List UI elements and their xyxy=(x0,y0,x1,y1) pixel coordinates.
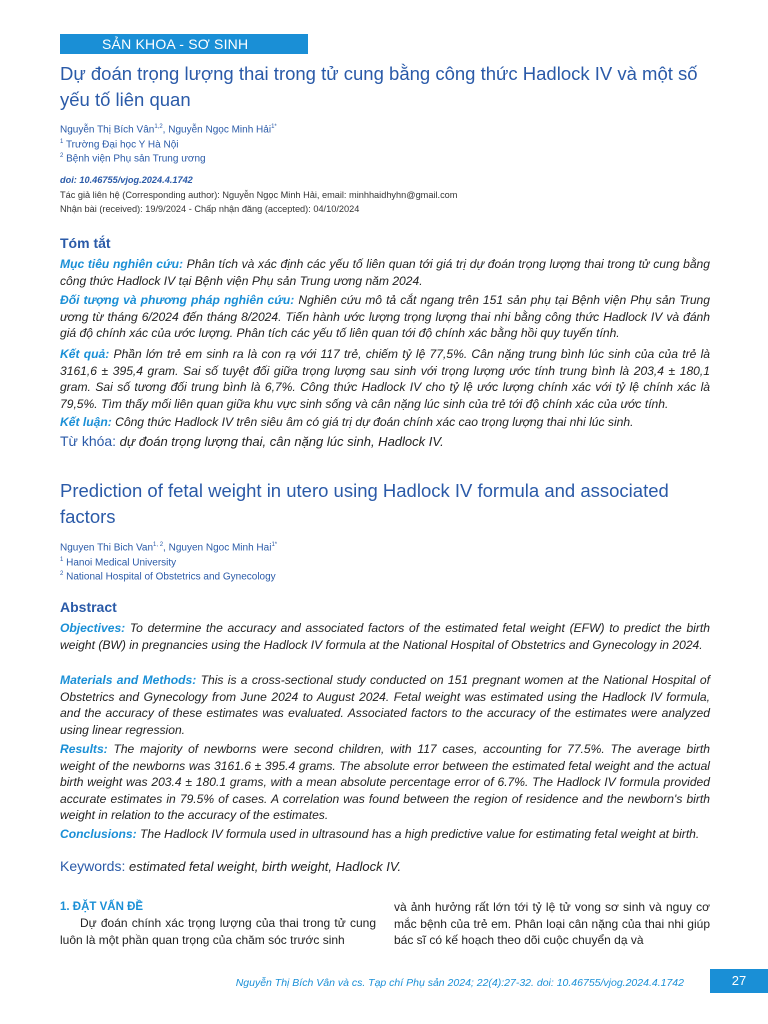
vi-author-sep: , xyxy=(162,124,169,136)
en-objectives xyxy=(60,620,710,653)
en-conclusions xyxy=(60,826,710,843)
corresponding-author: Tác giả liên hệ (Corresponding author): Nguyễn Ngọc Minh Hải, email: minhhaidhyhn@gmail.com xyxy=(60,190,458,200)
vi-keywords xyxy=(60,433,444,449)
vi-methods xyxy=(60,292,710,342)
en-results-label: Results: xyxy=(60,742,108,756)
vi-author-2: Nguyễn Ngọc Minh Hải xyxy=(168,124,272,136)
body-column-right: và ảnh hưởng rất lớn tới tỷ lệ tử vong sơ sinh và nguy cơ mắc bệnh của trẻ em. Phân loại cân nặng của thai nhi giúp bác sĩ có kế hoạch theo dõi cuộc chuyển dạ và xyxy=(394,900,710,947)
en-authors xyxy=(60,542,277,553)
en-affil-1-sup: 1 xyxy=(60,557,64,563)
vi-objectives-text: Phân tích và xác định các yếu tố liên quan tới giá trị dự đoán trọng lượng thai trong tử cung bằng công thức Hadlock IV tại Bệnh viện Phụ sản Trung ương năm 2024. xyxy=(60,257,710,288)
vi-affil-2-sup: 2 xyxy=(60,153,64,159)
en-methods xyxy=(60,672,710,738)
en-keywords xyxy=(60,858,401,874)
en-results-text: The majority of newborns were second children, with 117 cases, accounting for 77.5%. The average birth weight of the newborns was 3161.6 ± 395.4 grams. The absolute error between the estimated fetal weight and the actual birth weight was 203.4 ± 180.1 grams, with a mean absolute percentage error of 6.7%. The Hadlock IV formula provided accurate estimates in 79.5% of cases. A correlation was found between the region of residence and the newborn's birth weight in relation to the accuracy of the estimates. xyxy=(60,742,710,823)
vi-author-1: Nguyễn Thị Bích Vân xyxy=(60,124,155,136)
vi-methods-label: Đối tượng và phương pháp nghiên cứu: xyxy=(60,293,295,307)
en-author-1-sup: 1, 2 xyxy=(153,542,164,548)
en-affiliation-1 xyxy=(60,557,176,568)
en-affil-2-text: National Hospital of Obstetrics and Gynecology xyxy=(63,571,276,583)
en-objectives-label: Objectives: xyxy=(60,621,126,635)
vi-affil-2-text: Bệnh viện Phụ sản Trung ương xyxy=(63,153,206,165)
en-author-2: Nguyen Ngoc Minh Hai xyxy=(168,542,272,554)
vi-methods-text: Nghiên cứu mô tả cắt ngang trên 151 sản phụ tại Bệnh viện Phụ sản Trung ương từ tháng 6/2024 đến tháng 8/2024. Tiến hành ước lượng trọng lượng thai nhi bằng công thức Hadlock IV và đánh giá độ chính xác của ước lượng. Phân tích các yếu tố liên quan tới độ chính xác bằng hồi quy tuyến tính. xyxy=(60,293,711,341)
en-objectives-text: To determine the accuracy and associated factors of the estimated fetal weight (EFW) to predict the birth weight (BW) in pregnancies using the Hadlock IV formula at the National Hospital of Obstetrics and Gynecology in 2024. xyxy=(60,621,710,652)
vi-author-2-sup: 1* xyxy=(271,124,277,130)
body-column-left: Dự đoán chính xác trọng lượng của thai trong tử cung luôn là một phần quan trọng của chăm sóc trước sinh xyxy=(60,916,376,947)
en-keywords-label: Keywords: xyxy=(60,858,126,874)
page-number: 27 xyxy=(710,969,768,993)
vi-results xyxy=(60,346,710,412)
en-affil-2-sup: 2 xyxy=(60,571,64,577)
vi-conclusions-label: Kết luận: xyxy=(60,415,112,429)
vi-conclusions-text: Công thức Hadlock IV trên siêu âm có giá trị dự đoán chính xác cao trọng lượng thai nhi lúc sinh. xyxy=(111,415,634,429)
vi-affil-1-sup: 1 xyxy=(60,139,64,145)
en-abstract-heading: Abstract xyxy=(60,599,117,615)
vi-affiliation-1 xyxy=(60,139,179,150)
vi-results-label: Kết quả: xyxy=(60,347,110,361)
vi-author-1-sup: 1,2 xyxy=(154,124,163,130)
vi-objectives xyxy=(60,256,710,289)
body-section-heading: 1. ĐẶT VẤN ĐỀ xyxy=(60,901,144,913)
vi-authors xyxy=(60,124,277,135)
vi-keywords-text: dự đoán trọng lượng thai, cân nặng lúc sinh, Hadlock IV. xyxy=(116,434,444,449)
vi-abstract-heading: Tóm tắt xyxy=(60,235,111,251)
en-conclusions-label: Conclusions: xyxy=(60,827,137,841)
en-methods-text: This is a cross-sectional study conducted on 151 pregnant women at the National Hospital of Obstetrics and Gynecology from June 2024 to August 2024. Fetal weight was estimated using the Hadlock IV formula, and the accuracy of these estimates was evaluated. Associated factors to the accuracy of the estimates were analyzed using linear regression. xyxy=(60,673,710,737)
en-keywords-text: estimated fetal weight, birth weight, Hadlock IV. xyxy=(125,859,402,874)
en-results xyxy=(60,741,710,824)
vi-affiliation-2 xyxy=(60,153,206,164)
en-title: Prediction of fetal weight in utero using Hadlock IV formula and associated factors xyxy=(60,480,669,527)
received-accepted-dates: Nhận bài (received): 19/9/2024 - Chấp nhận đăng (accepted): 04/10/2024 xyxy=(60,204,360,214)
doi-link[interactable]: doi: 10.46755/vjog.2024.4.1742 xyxy=(60,175,193,185)
en-conclusions-text: The Hadlock IV formula used in ultrasound has a high predictive value for estimating fetal weight at birth. xyxy=(136,827,700,841)
vi-title: Dự đoán trọng lượng thai trong tử cung bằng công thức Hadlock IV và một số yếu tố liên quan xyxy=(60,63,698,110)
vi-objectives-label: Mục tiêu nghiên cứu: xyxy=(60,257,183,271)
vi-affil-1-text: Trường Đại học Y Hà Nội xyxy=(63,139,179,151)
en-author-2-sup: 1* xyxy=(271,542,278,548)
vi-keywords-label: Từ khóa: xyxy=(60,433,117,449)
footer-citation: Nguyễn Thị Bích Vân và cs. Tạp chí Phụ sản 2024; 22(4):27-32. doi: 10.46755/vjog.2024.4.1742 xyxy=(235,977,684,989)
en-affiliation-2 xyxy=(60,571,276,582)
vi-results-text: Phần lớn trẻ em sinh ra là con rạ với 117 trẻ, chiếm tỷ lệ 77,5%. Cân nặng trung bình lúc sinh của của trẻ là 3161,6 ± 395,4 gram. Sai số tuyệt đối giữa trọng lượng sau sinh với trọng lượng ước tính trung bình là 203,4 ± 180,1 gram. Sai số tương đối trung bình là 6,7%. Công thức Hadlock IV cho tỷ lệ ước lượng chính xác với tỷ lệ chính xác là 79,5%. Tìm thấy mối liên quan giữa khu vực sinh sống và cân nặng lúc sinh của trẻ tới độ chính xác của ước tính. xyxy=(60,347,710,411)
en-methods-label: Materials and Methods: xyxy=(60,673,197,687)
vi-conclusions xyxy=(60,414,710,431)
section-tag: SẢN KHOA - SƠ SINH xyxy=(60,34,308,54)
en-author-sep: , xyxy=(163,542,169,554)
en-author-1: Nguyen Thi Bich Van xyxy=(60,542,154,554)
en-affil-1-text: Hanoi Medical University xyxy=(63,557,177,569)
